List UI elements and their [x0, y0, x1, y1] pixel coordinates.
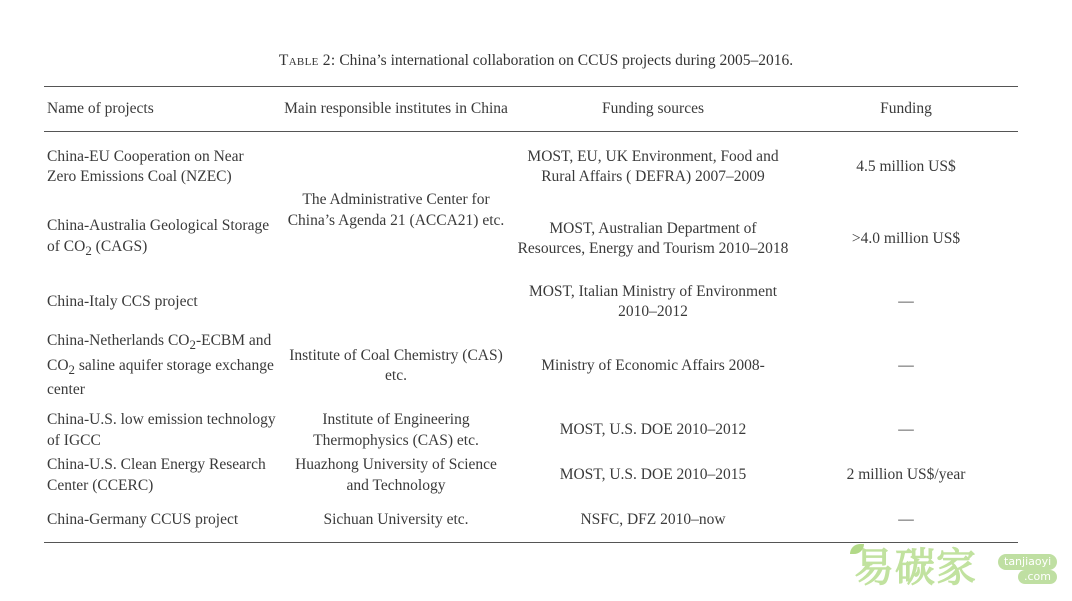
header-funding-sources: Funding sources: [512, 87, 794, 132]
table-row: [44, 198, 1018, 280]
cell-project-name: China-Germany CCUS project: [44, 498, 280, 543]
cell-project-name: China-Italy CCS project: [47, 292, 198, 310]
cell-institute: Institute of Engineering Thermophysics (CAS) etc.: [313, 411, 479, 449]
header-funding: Funding: [794, 87, 1018, 132]
table-row: [44, 453, 1018, 498]
cell-funding: —: [898, 421, 914, 439]
table-caption: [0, 52, 1072, 70]
cell-project-name: China-U.S. low emission technology of IGCC: [47, 411, 276, 449]
cell-funding-sources: Ministry of Economic Affairs 2008-: [541, 356, 765, 374]
cell-institute: Sichuan University etc.: [280, 498, 512, 543]
subscript-2: 2: [68, 361, 75, 377]
project-name-part: China-Netherlands CO: [47, 332, 190, 350]
project-name-part: -ECBM and CO: [47, 332, 272, 374]
table-row: [44, 324, 1018, 408]
watermark-cn-text: 易碳家: [854, 545, 977, 591]
cell-funding-sources: MOST, Australian Department of Resources, Energy and Tourism 2010–2018: [517, 219, 789, 257]
subscript-2: 2: [189, 337, 196, 353]
cell-funding-sources: MOST, U.S. DOE 2010–2015: [559, 466, 747, 484]
cell-institute: Huazhong University of Science and Technology: [295, 456, 497, 494]
table-header-row: [44, 87, 1018, 132]
table-row: [44, 408, 1018, 453]
cell-funding: —: [898, 292, 914, 310]
header-institutes: Main responsible institutes in China: [280, 87, 512, 132]
cell-funding: —: [898, 356, 914, 374]
cell-funding: 2 million US$/year: [846, 466, 966, 484]
table-row: [44, 498, 1018, 543]
table-caption-text: China’s international collaboration on CCUS projects during 2005–2016.: [339, 52, 794, 69]
cell-funding-sources: NSFC, DFZ 2010–now: [512, 498, 794, 543]
project-name-part: (CAGS): [91, 237, 148, 255]
cell-institute: Institute of Coal Chemistry (CAS) etc.: [289, 346, 503, 384]
table-row: [44, 132, 1018, 199]
cell-funding-sources: MOST, U.S. DOE 2010–2012: [559, 421, 747, 439]
project-name-part: saline aquifer storage exchange center: [47, 356, 274, 399]
header-name-of-projects: Name of projects: [44, 87, 280, 132]
cell-project-name: China-U.S. Clean Energy Research Center (CCERC): [47, 456, 266, 494]
cell-project-name: [44, 198, 280, 280]
subscript-2: 2: [85, 243, 92, 259]
project-name-part: China-Australia Geological Storage of CO: [47, 217, 270, 255]
cell-funding: >4.0 million US$: [851, 229, 961, 247]
cell-funding-sources: MOST, Italian Ministry of Environment 2010–2012: [528, 282, 778, 320]
cell-funding: —: [794, 498, 1018, 543]
watermark-domain-text: .com: [1018, 570, 1057, 584]
watermark-logo: [850, 544, 1060, 594]
cell-funding: 4.5 million US$: [856, 157, 956, 175]
table-caption-label: Table 2:: [278, 52, 336, 69]
cell-project-name: [44, 324, 280, 408]
cell-project-name: China-EU Cooperation on Near Zero Emissions Coal (NZEC): [47, 147, 244, 185]
watermark-en-text: tanjiaoyi: [998, 554, 1057, 570]
table-row: [44, 280, 1018, 324]
cell-institute-shared: The Administrative Center for China’s Agenda 21 (ACCA21) etc.: [287, 191, 505, 229]
ccus-collaboration-table: [44, 86, 1018, 543]
cell-funding-sources: MOST, EU, UK Environment, Food and Rural Affairs ( DEFRA) 2007–2009: [527, 147, 779, 185]
